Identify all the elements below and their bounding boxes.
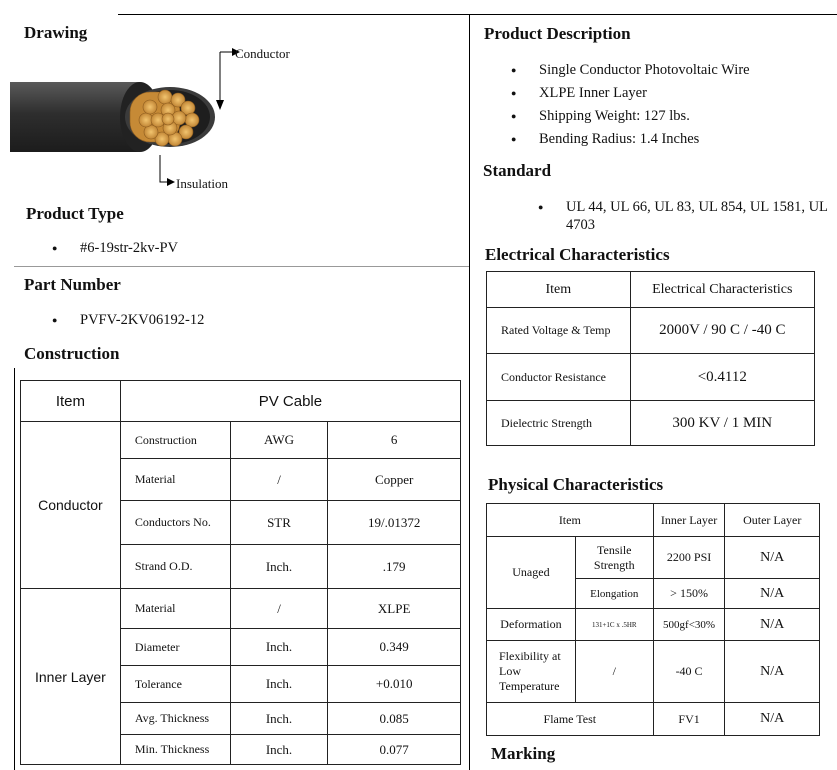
table-cell: Flame Test — [487, 703, 654, 736]
table-cell: Avg. Thickness — [120, 703, 230, 735]
table-cell: N/A — [725, 537, 820, 579]
table-cell: FV1 — [653, 703, 725, 736]
insulation-callout: Insulation — [176, 176, 228, 191]
drawing-title: Drawing — [24, 23, 88, 42]
table-cell: 131+1C x .5HR — [575, 609, 653, 641]
table-cell: Tensile Strength — [575, 537, 653, 579]
table-cell: 0.349 — [328, 629, 461, 666]
inner-layer-group-label: Inner Layer — [21, 589, 121, 765]
column-divider — [469, 14, 470, 770]
physical-title: Physical Characteristics — [488, 475, 664, 494]
table-cell: Inch. — [230, 735, 328, 765]
table-cell: 2200 PSI — [653, 537, 725, 579]
standard-title: Standard — [483, 161, 552, 180]
electrical-header-item: Item — [487, 272, 631, 308]
table-cell: 0.077 — [328, 735, 461, 765]
product-description-list — [511, 59, 750, 151]
table-cell: Inch. — [230, 629, 328, 666]
physical-table — [486, 503, 820, 736]
table-cell: Elongation — [575, 579, 653, 609]
table-cell: AWG — [230, 422, 328, 459]
table-cell: / — [575, 641, 653, 703]
electrical-table — [486, 271, 815, 446]
table-cell: Min. Thickness — [120, 735, 230, 765]
construction-title: Construction — [24, 344, 120, 363]
table-cell: <0.4112 — [630, 354, 814, 401]
table-cell: Inch. — [230, 666, 328, 703]
unaged-group-label: Unaged — [487, 537, 576, 609]
table-cell: Conductor Resistance — [487, 354, 631, 401]
table-cell: .179 — [328, 545, 461, 589]
list-item: ● Bending Radius: 1.4 Inches — [511, 128, 750, 151]
table-cell: Diameter — [120, 629, 230, 666]
table-cell: Dielectric Strength — [487, 401, 631, 446]
marking-title: Marking — [491, 744, 556, 763]
construction-header-cable: PV Cable — [120, 381, 460, 422]
list-item: ● Shipping Weight: 127 lbs. — [511, 105, 750, 128]
product-type-title: Product Type — [26, 204, 124, 223]
table-cell: Deformation — [487, 609, 576, 641]
construction-table — [20, 380, 461, 765]
table-cell: +0.010 — [328, 666, 461, 703]
table-cell: 500gf<30% — [653, 609, 725, 641]
table-cell: 0.085 — [328, 703, 461, 735]
table-cell: Flexibility at Low Temperature — [487, 641, 576, 703]
standard-list — [538, 198, 828, 234]
table-cell: Rated Voltage & Temp — [487, 308, 631, 354]
table-cell: STR — [230, 501, 328, 545]
table-cell: Conductors No. — [120, 501, 230, 545]
list-item: ● PVFV-2KV06192-12 — [52, 309, 204, 332]
table-cell: Inch. — [230, 545, 328, 589]
physical-header-outer: Outer Layer — [725, 504, 820, 537]
table-cell: N/A — [725, 703, 820, 736]
table-cell: Construction — [120, 422, 230, 459]
construction-header-item: Item — [21, 381, 121, 422]
list-item: ● XLPE Inner Layer — [511, 82, 750, 105]
physical-header-item: Item — [487, 504, 654, 537]
table-cell: 300 KV / 1 MIN — [630, 401, 814, 446]
table-cell: -40 C — [653, 641, 725, 703]
table-cell: 19/.01372 — [328, 501, 461, 545]
table-cell: N/A — [725, 641, 820, 703]
top-rule — [118, 14, 837, 15]
table-cell: 6 — [328, 422, 461, 459]
table-cell: / — [230, 589, 328, 629]
table-cell: Tolerance — [120, 666, 230, 703]
table-cell: XLPE — [328, 589, 461, 629]
electrical-title: Electrical Characteristics — [485, 245, 670, 264]
list-item: ● #6-19str-2kv-PV — [52, 237, 178, 260]
list-item: ● UL 44, UL 66, UL 83, UL 854, UL 1581, UL 4703 — [538, 198, 828, 234]
physical-header-inner: Inner Layer — [653, 504, 725, 537]
product-description-title: Product Description — [484, 24, 631, 43]
table-cell: > 150% — [653, 579, 725, 609]
left-rule — [14, 266, 469, 267]
conductor-group-label: Conductor — [21, 422, 121, 589]
table-cell: Strand O.D. — [120, 545, 230, 589]
left-edge — [14, 368, 15, 770]
list-item: ● Single Conductor Photovoltaic Wire — [511, 59, 750, 82]
table-cell: N/A — [725, 579, 820, 609]
table-cell: 2000V / 90 C / -40 C — [630, 308, 814, 354]
table-cell: Material — [120, 459, 230, 501]
table-cell: Inch. — [230, 703, 328, 735]
table-cell: / — [230, 459, 328, 501]
electrical-header-value: Electrical Characteristics — [630, 272, 814, 308]
table-cell: Copper — [328, 459, 461, 501]
part-number-title: Part Number — [24, 275, 121, 294]
table-cell: N/A — [725, 609, 820, 641]
cable-drawing-icon — [10, 40, 310, 200]
conductor-callout: Conductor — [235, 46, 290, 61]
table-cell: Material — [120, 589, 230, 629]
part-number-list — [52, 309, 204, 332]
product-type-list — [52, 237, 178, 260]
